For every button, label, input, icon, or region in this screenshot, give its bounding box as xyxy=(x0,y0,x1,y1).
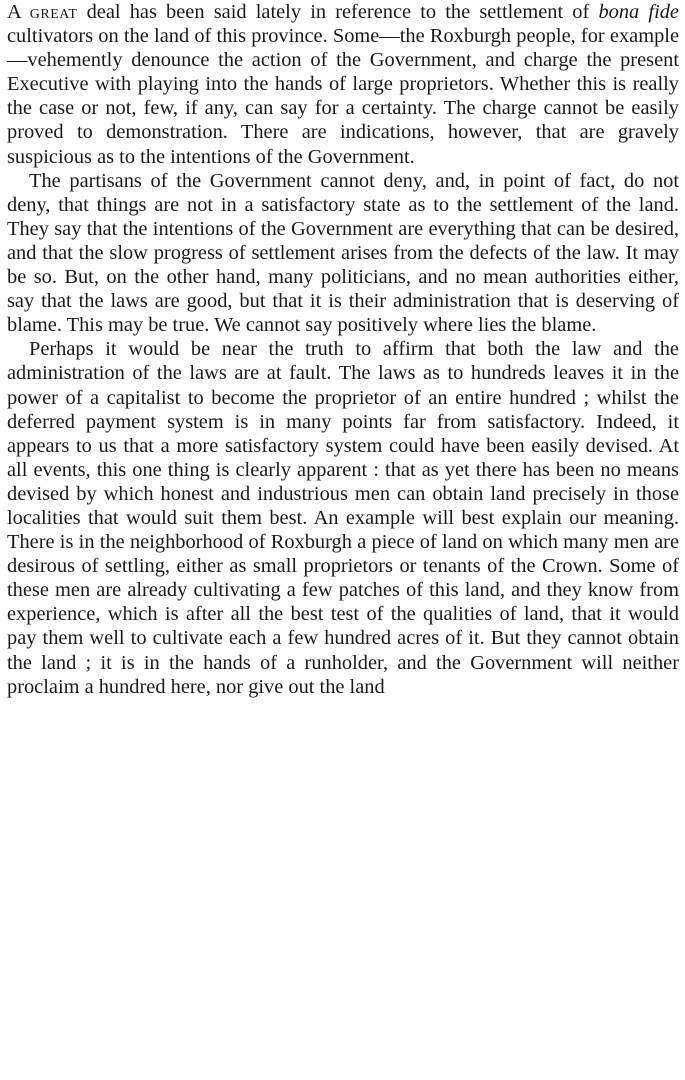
article-column xyxy=(7,0,679,699)
paragraph-2 xyxy=(7,169,679,338)
opening-smallcaps: great xyxy=(29,1,78,23)
paragraph-1-segment-1: deal has been said lately in reference to the settlement of xyxy=(77,1,599,23)
paragraph-2-text: The partisans of the Government cannot deny, and, in point of fact, do not deny, that things are not in a satisfactory state as to the settlement of the land. They say that the intentions of the Government are everything that can be desired, and that the slow progress of settlement arises from the defects of the law. It may be so. But, on the other hand, many politicians, and no mean authorities either, say that the laws are good, but that it is their administration that is deserving of blame. This may be true. We cannot say positively where lies the blame. xyxy=(7,169,679,337)
paragraph-3-text: Perhaps it would be near the truth to affirm that both the law and the administration of the laws are at fault. The laws as to hundreds leaves it in the power of a capitalist to become the proprietor of an entire hundred ; whilst the deferred payment system is in many points far from satisfactory. Indeed, it appears to us that a more satisfactory system could have been easily devised. At all events, this one thing is clearly apparent : that as yet there has been no means devised by which honest and industrious men can obtain land precisely in those localities that would suit them best. An example will best explain our meaning. There is in the neighborhood of Roxburgh a piece of land on which many men are desirous of settling, either as small proprietors or tenants of the Crown. Some of these men are already cultivating a few patches of this land, and they know from experience, which is after all the best test of the qualities of land, that it would pay them well to cultivate each a few hundred acres of it. But they cannot obtain the land ; it is in the hands of a runholder, and the Government will neither proclaim a hundred here, nor give out the land xyxy=(7,338,679,698)
paragraph-3 xyxy=(7,337,679,698)
opening-word: A xyxy=(7,1,21,23)
paragraph-1 xyxy=(7,0,679,169)
paragraph-1-italic-phrase: bona fide xyxy=(598,1,679,23)
paragraph-1-segment-3: cultivators on the land of this province. Some—the Roxburgh people, for example—vehemently denounce the action of the Government, and charge the present Executive with playing into the hands of large proprietors. Whether this is really the case or not, few, if any, can say for a certainty. The charge cannot be easily proved to demonstration. There are indications, however, that are gravely suspicious as to the intentions of the Government. xyxy=(7,25,679,168)
